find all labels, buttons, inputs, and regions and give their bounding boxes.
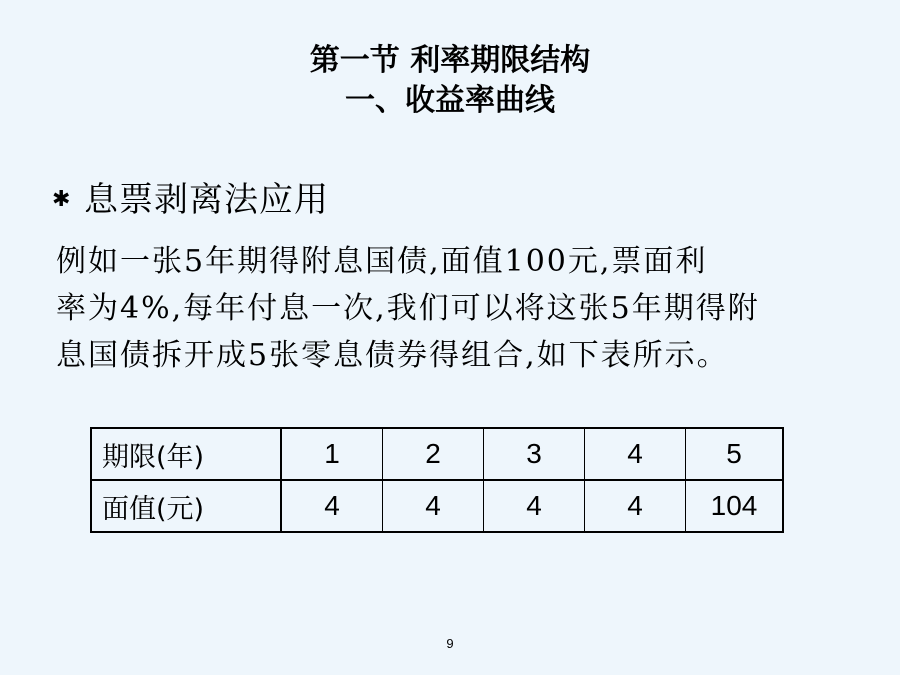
coupon-strip-table [90,427,784,533]
table-cell: 4 [281,480,383,532]
table-cell: 2 [383,428,484,480]
paragraph-line: 例如一张5年期得附息国债,面值100元,票面利 [56,244,708,279]
bullet-heading-row [52,172,329,221]
paragraph-line: 息国债拆开成5张零息债券得组合,如下表所示。 [56,338,729,373]
row-header: 期限(年) [91,428,281,480]
table-cell: 3 [484,428,585,480]
paragraph-line: 率为4%,每年付息一次,我们可以将这张5年期得附 [56,291,760,326]
row-header: 面值(元) [91,480,281,532]
body-paragraph [56,238,836,379]
table-row [91,428,783,480]
table-cell: 104 [686,480,784,532]
table-cell: 4 [585,428,686,480]
section-heading: 息票剥离法应用 [84,180,329,220]
table-cell: 1 [281,428,383,480]
slide-subtitle: 一、收益率曲线 [345,83,555,118]
table-cell: 4 [383,480,484,532]
table-cell: 5 [686,428,784,480]
slide-title: 第一节 利率期限结构 [309,43,591,78]
table-cell: 4 [585,480,686,532]
table-row [91,480,783,532]
page-number: 9 [446,636,454,651]
bullet-icon: ✱ [52,187,71,212]
table-cell: 4 [484,480,585,532]
